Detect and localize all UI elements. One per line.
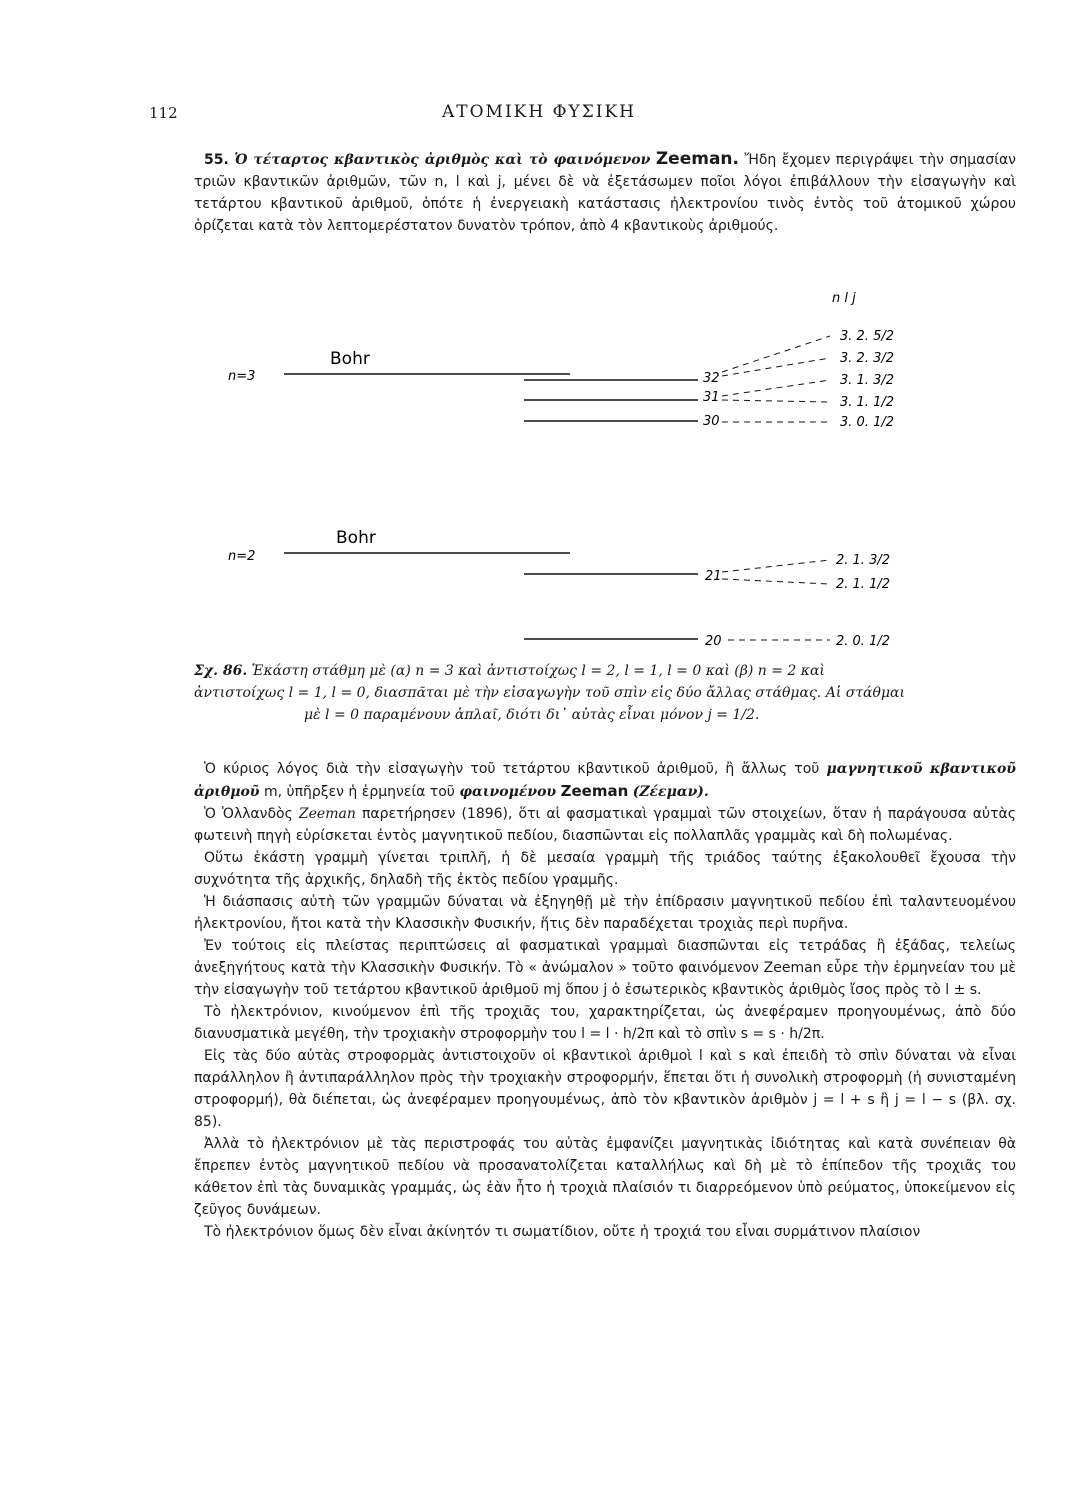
state-3-0-1_2: 3. 0. 1/2 (840, 415, 894, 430)
paragraph-1 (194, 758, 1016, 803)
main-text (194, 758, 1016, 1243)
caption-label: Σχ. 86. (194, 663, 248, 679)
caption-line-3: μὲ l = 0 παραμένουν ἁπλαῖ, διότι δι᾽ αὐτὰς εἶναι μόνον j = 1/2. (304, 707, 760, 723)
split-lines-n2 (722, 560, 830, 640)
split-lines-n3 (722, 336, 830, 422)
state-2-1-1_2: 2. 1. 1/2 (836, 577, 890, 592)
section-title-name: Zeeman. (655, 149, 739, 169)
section-intro (194, 148, 1016, 237)
bohr-label-n3: Bohr (330, 349, 370, 369)
figure-caption (194, 660, 1020, 726)
sublevel-label-21: 21 (705, 569, 722, 584)
p1-term-zeeman: Zeeman (560, 782, 629, 800)
bohr-label-n2: Bohr (336, 528, 376, 548)
state-3-1-1_2: 3. 1. 1/2 (840, 395, 894, 410)
state-3-1-3_2: 3. 1. 3/2 (840, 373, 894, 388)
energy-level-diagram (0, 270, 1078, 660)
p2-text-c: παρετήρησεν (1896), ὅτι αἱ φασματικαὶ γραμμαὶ τῶν στοιχείων, ὅταν ἡ παράγουσα αὐτὰς φωτεινὴ πηγὴ εὑρίσκεται ἐντὸς μαγνητικοῦ πεδίου, διασπῶνται εἰς πολλαπλᾶς γραμμὰς καὶ δὴ πολωμένας. (194, 806, 1017, 844)
section-intro-text: Ἤδη ἔχομεν περιγράψει τὴν σημασίαν τριῶν κβαντικῶν ἀριθμῶν, τῶν n, l καὶ j, μένει δὲ νὰ ἐξετάσωμεν ποῖοι λόγοι ἐπιβάλλουν τὴν εἰσαγωγὴν καὶ τετάρτου κβαντικοῦ ἀριθμοῦ, ὁπότε ἡ ἐνεργειακὴ κατάστασις ἠλεκτρονίου τινὸς ἐντὸς τοῦ ἀτομικοῦ χώρου ὁρίζεται κατὰ τὸν λεπτομερέστατον δυνατὸν τρόπον, ἀπὸ 4 κβαντικοὺς ἀριθμούς. (194, 152, 1017, 234)
sublevel-label-31: 31 (703, 390, 720, 405)
caption-line-2: ἀντιστοίχως l = 1, l = 0, διασπᾶται μὲ τὴν εἰσαγωγὴν τοῦ σπὶν εἰς δύο ἄλλας στάθμας. Αἱ στάθμαι (194, 685, 905, 701)
paragraph-3: Οὕτω ἑκάστη γραμμὴ γίνεται τριπλῆ, ἡ δὲ μεσαία γραμμὴ τῆς τριάδος ταύτης ἐξακολουθεῖ ἔχουσα τὴν συχνότητα τῆς ἀρχικῆς, δηλαδὴ τῆς ἐκτὸς πεδίου γραμμῆς. (194, 850, 1016, 888)
state-2-1-3_2: 2. 1. 3/2 (836, 553, 890, 568)
sublevel-label-32: 32 (703, 371, 720, 386)
running-title: ΑΤΟΜΙΚΗ ΦΥΣΙΚΗ (441, 102, 637, 122)
p1-term-zeeman-greek: (Ζέεμαν). (632, 784, 709, 800)
paragraph-5: Ἐν τούτοις εἰς πλείστας περιπτώσεις αἱ φασματικαὶ γραμμαὶ διασπῶνται εἰς τετράδας ἢ ἑξάδας, τελείως ἀνεξηγήτους κατὰ τὴν Κλασσικὴν Φυσικήν. Τὸ « ἀνώμαλον » τοῦτο φαινόμενον Zeeman εὗρε τὴν ἑρμηνείαν του μὲ τὴν εἰσαγωγὴν τοῦ τετάρτου κβαντικοῦ ἀριθμοῦ mj ὅπου j ὁ ἐσωτερικὸς κβαντικὸς ἀριθμὸς ἴσος πρὸς τὸ l ± s. (194, 938, 1016, 998)
paragraph-7: Εἰς τὰς δύο αὐτὰς στροφορμὰς ἀντιστοιχοῦν οἱ κβαντικοὶ ἀριθμοὶ l καὶ s καὶ ἐπειδὴ τὸ σπὶν δύναται νὰ εἶναι παράλληλον ἢ ἀντιπαράλληλον πρὸς τὴν τροχιακὴν στροφορμήν, ἕπεται ὅτι ἡ συνολικὴ στροφορμὴ (ἡ συνισταμένη στροφορμή), θὰ διέπεται, ὡς ἀνεφέραμεν προηγουμένως, ἀπὸ τὸν κβαντικὸν ἀριθμὸν j = l + s ἢ j = l − s (βλ. σχ. 85). (194, 1048, 1016, 1130)
section-number: 55. (204, 152, 229, 168)
paragraph-9: Τὸ ἠλεκτρόνιον ὅμως δὲν εἶναι ἀκίνητόν τι σωματίδιον, οὔτε ἡ τροχιά του εἶναι συρμάτινον πλαίσιον (204, 1224, 921, 1240)
paragraph-2 (194, 803, 1016, 847)
n2-label: n=2 (228, 549, 256, 564)
paragraph-6: Τὸ ἠλεκτρόνιον, κινούμενον ἐπὶ τῆς τροχιᾶς του, χαρακτηρίζεται, ὡς ἀνεφέραμεν προηγουμένως, ἀπὸ δύο διανυσματικὰ μεγέθη, τὴν τροχιακὴν στροφορμὴν του l = l · h/2π καὶ τὸ σπὶν s = s · h/2π. (194, 1004, 1016, 1042)
state-3-2-3_2: 3. 2. 3/2 (840, 351, 894, 366)
column-header: n l j (832, 291, 856, 306)
n3-label: n=3 (228, 369, 256, 384)
paragraph-8: Ἀλλὰ τὸ ἠλεκτρόνιον μὲ τὰς περιστροφάς του αὐτὰς ἐμφανίζει μαγνητικὰς ἰδιότητας καὶ κατὰ συνέπειαν θὰ ἔπρεπεν ἐντὸς μαγνητικοῦ πεδίου νὰ προσανατολίζεται καταλλήλως καὶ δὴ μὲ τὸ ἐπίπεδον τῆς τροχιᾶς του κάθετον ἐπὶ τὰς δυναμικὰς γραμμάς, ὡς ἐὰν ἦτο ἡ τροχιὰ πλαίσιόν τι διαρρεόμενον ὑπὸ ρεύματος, ὑποκείμενον εἰς ζεῦγος δυνάμεων. (194, 1136, 1016, 1218)
section-title: Ὁ τέταρτος κβαντικὸς ἀριθμὸς καὶ τὸ φαινόμενον (234, 152, 651, 168)
p1-term-phenomenon: φαινομένου (459, 784, 557, 800)
p1-text-c: m, ὑπῆρξεν ἡ ἑρμηνεία τοῦ (263, 784, 455, 800)
p2-text-a: Ὁ Ὁλλανδὸς (204, 806, 293, 822)
state-3-2-5_2: 3. 2. 5/2 (840, 329, 894, 344)
paragraph-4: Ἡ διάσπασις αὐτὴ τῶν γραμμῶν δύναται νὰ ἐξηγηθῇ μὲ τὴν ἐπίδρασιν μαγνητικοῦ πεδίου ἐπὶ ταλαντευομένου ἠλεκτρονίου, ἤτοι κατὰ τὴν Κλασσικὴν Φυσικήν, ἥτις δὲν παραδέχεται τροχιὰς περὶ πυρῆνα. (194, 894, 1016, 932)
sublevel-label-20: 20 (705, 634, 722, 649)
sublevel-label-30: 30 (703, 414, 720, 429)
p1-term-magnetic: μαγνητικοῦ κβαντικοῦ ἀριθμοῦ (194, 761, 1016, 800)
page-number: 112 (149, 104, 178, 122)
state-2-0-1_2: 2. 0. 1/2 (836, 634, 890, 649)
p2-zeeman: Zeeman (298, 806, 356, 822)
p1-text-a: Ὁ κύριος λόγος διὰ τὴν εἰσαγωγὴν τοῦ τετάρτου κβαντικοῦ ἀριθμοῦ, ἢ ἄλλως τοῦ (204, 761, 820, 777)
caption-line-1: Ἑκάστη στάθμη μὲ (α) n = 3 καὶ ἀντιστοίχως l = 2, l = 1, l = 0 καὶ (β) n = 2 καὶ (251, 663, 825, 679)
